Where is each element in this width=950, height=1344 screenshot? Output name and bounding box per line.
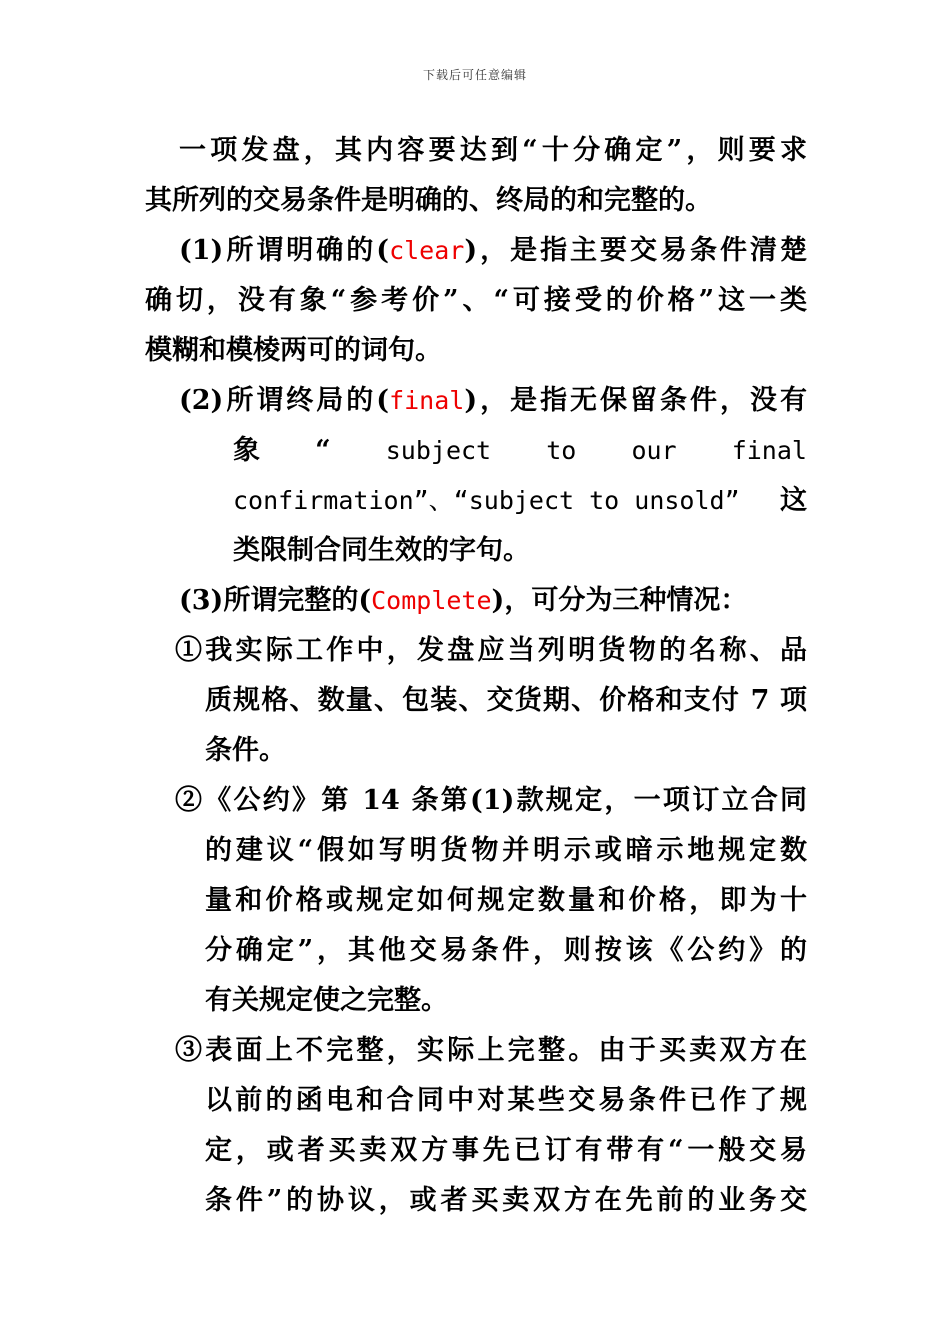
final-word-3: subject	[385, 436, 492, 465]
paragraph-1-line-2: 其所列的交易条件是明确的、终局的和完整的。	[145, 185, 712, 216]
final-quote-tail: 这	[780, 485, 807, 516]
item-1-line-1: ①我实际工作中，发盘应当列明货物的名称、品	[175, 635, 807, 666]
paragraph-complete-line-1	[145, 576, 807, 626]
final-word-4: to	[546, 436, 577, 465]
complete-suffix: )，可分为三种情况：	[491, 585, 748, 616]
document-body	[145, 126, 807, 1226]
item-1-line-3: 条件。	[205, 735, 286, 766]
item-2-line-1: ②《公约》第 14 条第(1)款规定，一项订立合同	[175, 785, 807, 816]
final-word-5: our	[631, 436, 677, 465]
paragraph-clear-line-1	[145, 226, 807, 276]
paragraph-1-line-1: 一项发盘，其内容要达到“十分确定”，则要求	[179, 135, 807, 166]
item-1-line-2: 质规格、数量、包装、交货期、价格和支付 7 项	[205, 685, 807, 716]
item-3-line-3: 定，或者买卖双方事先已订有带有“一般交易	[205, 1135, 807, 1166]
clear-prefix: (1)所谓明确的(	[179, 235, 390, 266]
clear-suffix: )，是指主要交易条件清楚	[464, 235, 807, 266]
item-2-line-5: 有关规定使之完整。	[205, 985, 448, 1016]
final-word-2: “	[315, 435, 331, 466]
paragraph-final-line-3	[145, 476, 807, 526]
complete-term: Complete	[371, 586, 492, 615]
item-2-line-4: 分确定”，其他交易条件，则按该《公约》的	[205, 935, 807, 966]
paragraph-final-line-4: 类限制合同生效的字句。	[233, 535, 530, 566]
paragraph-final-line-2	[145, 426, 807, 476]
final-word-6: final	[731, 436, 807, 465]
page-header-note: 下载后可任意编辑	[422, 68, 527, 82]
item-3-line-2: 以前的函电和合同中对某些交易条件已作了规	[205, 1085, 807, 1116]
paragraph-clear-line-2: 确切，没有象“参考价”、“可接受的价格”这一类	[145, 285, 807, 316]
complete-prefix: (3)所谓完整的(	[179, 585, 372, 616]
final-quote-text: confirmation”、“subject to unsold”	[233, 486, 740, 515]
final-prefix: (2)所谓终局的(	[179, 385, 390, 416]
item-3-line-1: ③表面上不完整，实际上完整。由于买卖双方在	[175, 1035, 807, 1066]
clear-term: clear	[389, 236, 465, 265]
paragraph-clear-line-3: 模糊和模棱两可的词句。	[145, 335, 442, 366]
final-word-1: 象	[233, 435, 260, 466]
item-2-line-2: 的建议“假如写明货物并明示或暗示地规定数	[205, 835, 807, 866]
final-term: final	[389, 386, 465, 415]
item-2-line-3: 量和价格或规定如何规定数量和价格，即为十	[205, 885, 807, 916]
final-suffix: )，是指无保留条件，没有	[464, 385, 807, 416]
item-3-line-4: 条件”的协议，或者买卖双方在先前的业务交	[205, 1185, 807, 1216]
paragraph-final-line-1	[145, 376, 807, 426]
